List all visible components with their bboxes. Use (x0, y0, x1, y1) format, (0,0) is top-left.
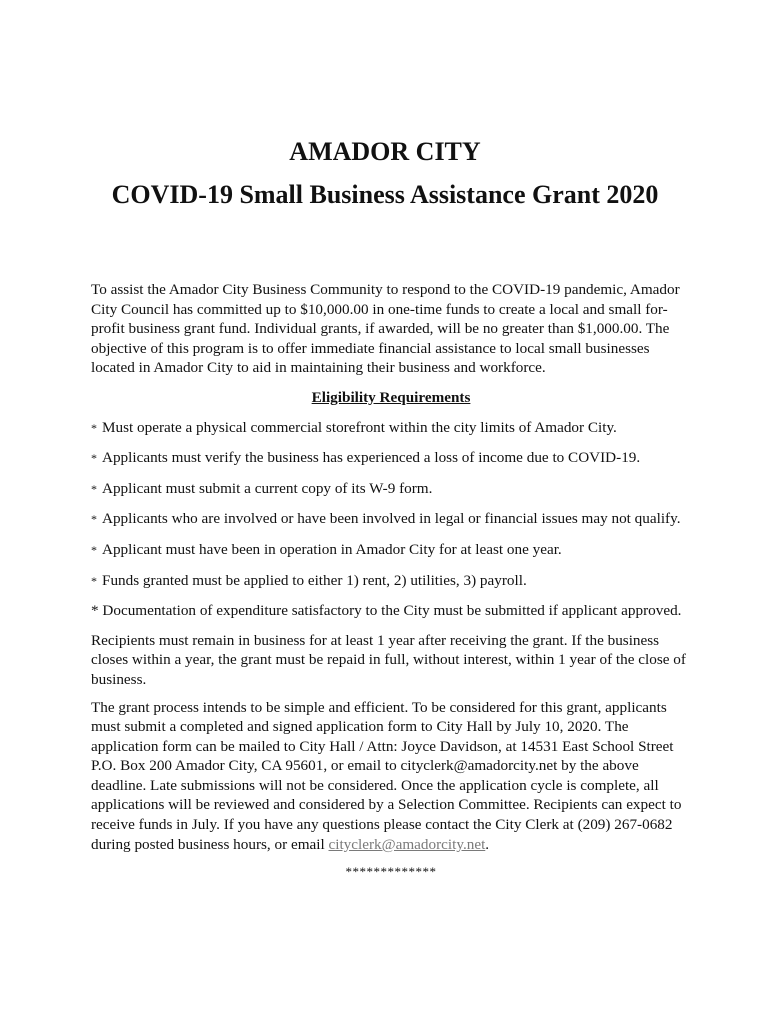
email-link[interactable]: cityclerk@amadorcity.net (328, 835, 486, 853)
asterisk-bullet-icon: * (91, 573, 97, 588)
requirement-item (91, 448, 691, 469)
requirement-text: Applicant must submit a current copy of its W-9 form. (102, 479, 433, 497)
process-end: . (485, 835, 490, 853)
process-paragraph (91, 698, 691, 855)
requirement-text: Applicant must have been in operation in Amador City for at least one year. (102, 540, 562, 558)
document-body (91, 280, 691, 882)
footer-separator: ************* (345, 864, 437, 880)
requirement-item (91, 509, 691, 530)
asterisk-bullet-icon: * (91, 420, 97, 435)
requirement-item (91, 540, 691, 561)
requirements-list (91, 418, 691, 621)
document-title: AMADOR CITY (289, 137, 481, 166)
eligibility-heading: Eligibility Requirements (311, 388, 471, 406)
asterisk-bullet-plain: * (91, 602, 99, 620)
asterisk-bullet-icon: * (91, 512, 97, 527)
requirement-item (91, 601, 691, 621)
asterisk-bullet-icon: * (91, 481, 97, 496)
requirement-text: Documentation of expenditure satisfactory to the City must be submitted if applicant approved. (102, 602, 682, 620)
document-subtitle: COVID-19 Small Business Assistance Grant 2020 (111, 180, 659, 209)
requirement-text: Applicants must verify the business has experienced a loss of income due to COVID-19. (102, 449, 641, 467)
requirement-item (91, 418, 691, 439)
requirement-text: Must operate a physical commercial storefront within the city limits of Amador City. (102, 418, 617, 436)
asterisk-bullet-icon: * (91, 542, 97, 557)
requirement-item (91, 571, 691, 592)
repayment-paragraph: Recipients must remain in business for at least 1 year after receiving the grant. If the business closes within a year, the grant must be repaid in full, without interest, within 1 year of the close of business. (91, 631, 686, 688)
asterisk-bullet-icon: * (91, 451, 97, 466)
intro-paragraph: To assist the Amador City Business Community to respond to the COVID-19 pandemic, Amador City Council has committed up to $10,000.00 in one-time funds to create a local and small for-profit business grant fund. Individual grants, if awarded, will be no greater than $1,000.00. The objective of this program is to offer immediate financial assistance to local small businesses located in Amador City to aid in maintaining their business and workforce. (91, 281, 680, 377)
requirement-text: Applicants who are involved or have been involved in legal or financial issues may not qualify. (102, 510, 681, 528)
process-text: The grant process intends to be simple and efficient. To be considered for this grant, applicants must submit a completed and signed application form to City Hall by July 10, 2020. The application form can be mailed to City Hall / Attn: Joyce Davidson, at 14531 East School Street P.O. Box 200 Amador City, CA 95601, or email to cityclerk@amadorcity.net by the above deadline. Late submissions will not be considered. Once the application cycle is complete, all applications will be reviewed and considered by a Selection Committee. Recipients can expect to receive funds in July. If you have any questions please contact the City Clerk at (209) 267-0682 during posted business hours, or email (91, 698, 682, 853)
requirement-item (91, 479, 691, 500)
requirement-text: Funds granted must be applied to either 1) rent, 2) utilities, 3) payroll. (102, 571, 527, 589)
